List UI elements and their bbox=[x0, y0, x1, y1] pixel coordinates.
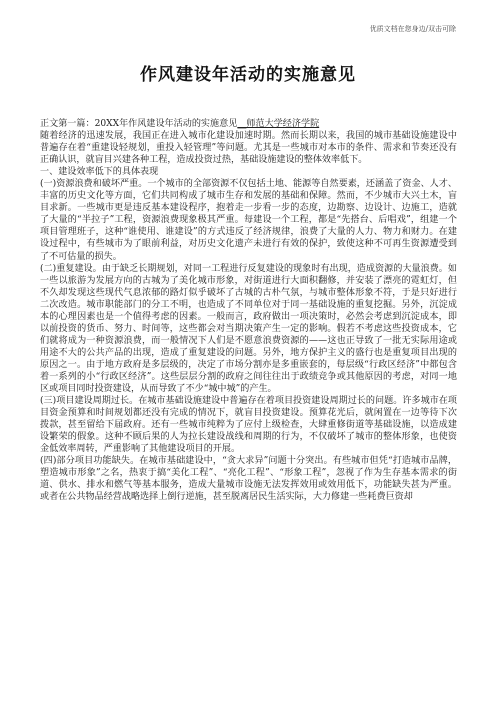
intro-underlined: __师范大学经济学院 bbox=[237, 119, 320, 129]
header-note: 优质文档在您身边/双击可除 bbox=[369, 25, 456, 33]
intro-line bbox=[40, 118, 457, 130]
paragraph: (四)部分项目功能缺失。在城市基础建设中，“贪大求异”问题十分突出。有些城市但凭“打造城市品牌，塑造城市形象”之名，热衷于搞“美化工程”、“亮化工程”、“形象工程”，忽视了作为生存基本需求的街道、供水、排水和燃气等基本服务，造成大量城市设施无法发挥效用或效用低下，功能缺失甚为严重。或者在公共物品经营战略选择上倒行逆施，甚至脱离居民生活实际，大力修建一些耗费巨资却 bbox=[40, 456, 457, 503]
paragraph: (二)重复建设。由于缺乏长期规划，对同一工程进行反复建设的现象时有出现，造成资源的大量浪费。如一些以旅游为发展方向的古城为了美化城市形象，对街道进行大面积翻修，并安装了漂亮的霓虹灯，但不久却发现这些现代气息浓郁的路灯似乎破坏了古城的古朴气氛，与城市整体形象不符，于是只好进行二次改造。城市职能部门的分工不明，也造成了不同单位对于同一基础设施的重复挖掘。另外，沉淀成本的心理因素也是一个值得考虑的因素。一般而言，政府做出一项决策时，必然会考虑到沉淀成本，即以前投资的货币、努力、时间等，这些都会对当期决策产生一定的影响。假若不考虑这些投资成本，它们就将成为一种资源浪费，而一般情况下人们是不愿意浪费资源的——这也正导致了一批无实际用途或用途不大的公共产品的出现，造成了重复建设的问题。另外，地方保护主义的盛行也是重复项目出现的原因之一。由于地方政府是多层级的，决定了市场分割亦是多重嵌套的，每层级“行政区经济”中都包含着一系列的小“行政区经济”。这些层层分割的政府之间往往出于政绩竞争或其他原因的考虑，对同一地区或项目同时投资建设，从而导致了不少“城中城”的产生。 bbox=[40, 263, 457, 395]
document-body bbox=[40, 118, 457, 504]
paragraph: 随着经济的迅速发展，我国正在进入城市化建设加速时期。然而长期以来，我国的城市基础设施建设中普遍存在着“重建设轻规划，重投入轻管理”等问题。尤其是一些城市对本市的条件、需求和节奏还没有正确认识，就盲目兴建各种工程，造成投资过热，基础设施建设的整体效率低下。 bbox=[40, 131, 457, 166]
intro-prefix: 正文第一篇：20XX年作风建设年活动的实施意见 bbox=[40, 119, 238, 129]
paragraph: (三)项目建设周期过长。在城市基础设施建设中普遍存在着项目投资建设周期过长的问题。许多城市在项目资金预算和时间规划都还没有完成的情况下，就盲目投资建设。预算花光后，就闲置在一边等待下次拨款，甚至留给下届政府。还有一些城市纯粹为了应付上级检查，大肆重修街道等基础设施，以造成建设繁荣的假象。这种不顾后果的人为拉长建设战线和周期的行为，不仅破坏了城市的整体形象，也使资金低效率周转，严重影响了其他建设项目的开展。 bbox=[40, 396, 457, 455]
paragraph: (一)资源浪费和破坏严重。一个城市的全部资源不仅包括土地、能源等自然要素，还涵盖了资金、人才、丰富的历史文化等方面，它们共同构成了城市生存和发展的基础和保障。然而，不少城市大兴土木，盲目求新。一些城市更是违反基本建设程序，抱着走一步看一步的态度，边勘察、边设计、边施工，造就了大量的“半拉子”工程，资源浪费现象极其严重。每建设一个工程，都是“先搭台、后唱戏”，组建一个项目管理班子，这种“谁使用、谁建设”的方式违反了经济规律，浪费了大量的人力、物力和财力。在建设过程中，有些城市为了眼前利益，对历史文化遗产未进行有效的保护，致使这种不可再生资源遭受到了不可估量的损失。 bbox=[40, 179, 457, 262]
document-title: 作风建设年活动的实施意见 bbox=[140, 65, 356, 85]
section-heading: 一、建设效率低下的具体表现 bbox=[40, 167, 159, 178]
